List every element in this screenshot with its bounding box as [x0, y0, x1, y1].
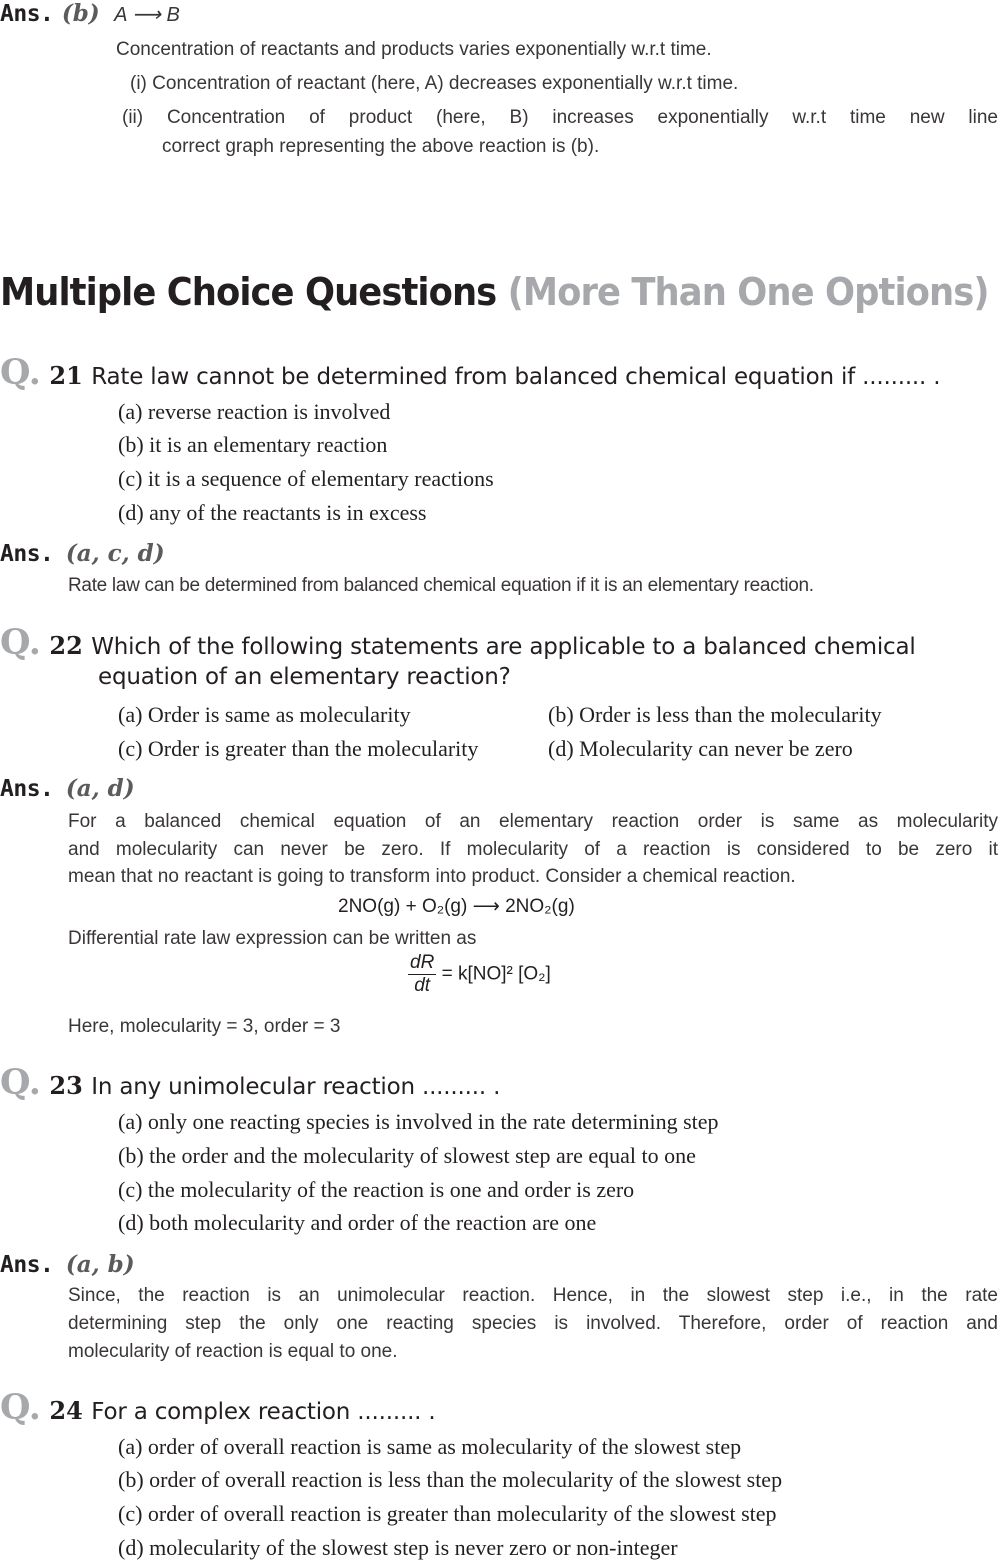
answer-option: (b) — [61, 0, 100, 27]
answer-line: For a balanced chemical equation of an elementary reaction order is same as molecularity — [68, 811, 998, 832]
question-text-cont: equation of an elementary reaction? — [98, 664, 511, 690]
section-heading — [0, 270, 989, 314]
rate-law-expression — [408, 952, 551, 997]
option-item: (b) order of overall reaction is less than the molecularity of the slowest step — [118, 1467, 783, 1492]
question-header — [0, 622, 916, 663]
question-text: Which of the following statements are applicable to a balanced chemical — [91, 634, 916, 660]
answer-line: Rate law can be determined from balanced chemical equation if it is an elementary reaction. — [68, 575, 814, 596]
answer-option: (a, b) — [65, 1251, 135, 1278]
question-number: 23 — [49, 1071, 83, 1100]
chemical-equation: 2NO(g) + O₂(g) ⟶ 2NO₂(g) — [338, 896, 575, 917]
section-subtitle: (More Than One Options) — [507, 270, 989, 314]
question-text: In any unimolecular reaction ......... . — [91, 1074, 501, 1100]
option-item: (a) order of overall reaction is same as molecularity of the slowest step — [118, 1434, 742, 1459]
rate-fraction — [408, 952, 436, 997]
answer-line: determining step the only one reacting species is involved. Therefore, order of reaction and — [68, 1313, 998, 1334]
option-item: (d) both molecularity and order of the reaction are one — [118, 1210, 597, 1235]
question-number: 22 — [49, 631, 83, 660]
answer-line: Since, the reaction is an unimolecular reaction. Hence, in the slowest step i.e., in the rate — [68, 1285, 998, 1306]
answer-header — [0, 540, 165, 567]
option-item: (b) Order is less than the molecularity — [548, 702, 882, 727]
question-number: 21 — [49, 361, 83, 390]
answer-line: (ii) Concentration of product (here, B) increases exponentially w.r.t time new line — [122, 107, 998, 128]
answer-label: Ans. — [0, 1, 54, 27]
section-title: Multiple Choice Questions — [0, 270, 497, 314]
answer-header — [0, 775, 135, 802]
answer-option: (a, d) — [65, 775, 135, 802]
question-text: Rate law cannot be determined from balanced chemical equation if ......... . — [91, 364, 941, 390]
option-item: (d) any of the reactants is in excess — [118, 500, 427, 525]
question-header — [0, 1062, 500, 1103]
option-item: (c) it is a sequence of elementary reactions — [118, 466, 494, 491]
reaction-text: A ⟶ B — [114, 4, 180, 26]
rate-numerator: dR — [410, 952, 435, 973]
question-letter: Q. — [0, 622, 41, 663]
question-letter: Q. — [0, 1062, 41, 1103]
option-item: (d) molecularity of the slowest step is never zero or non-integer — [118, 1535, 678, 1560]
option-item: (b) it is an elementary reaction — [118, 432, 388, 457]
rate-rhs: = k[NO]² [O₂] — [441, 963, 551, 985]
question-header — [0, 352, 940, 393]
answer-label: Ans. — [0, 1252, 54, 1278]
answer-label: Ans. — [0, 541, 54, 567]
answer-line: correct graph representing the above reaction is (b). — [162, 136, 600, 157]
answer-option: (a, c, d) — [65, 540, 165, 567]
answer-line: Concentration of reactants and products varies exponentially w.r.t time. — [116, 39, 712, 60]
question-letter: Q. — [0, 352, 41, 393]
answer-line: molecularity of reaction is equal to one. — [68, 1341, 398, 1362]
question-text: For a complex reaction ......... . — [91, 1399, 436, 1425]
option-item: (c) Order is greater than the molecularity — [118, 736, 479, 761]
option-item: (d) Molecularity can never be zero — [548, 736, 853, 761]
option-item: (b) the order and the molecularity of slowest step are equal to one — [118, 1143, 696, 1168]
top-answer-header — [0, 0, 180, 29]
answer-label: Ans. — [0, 776, 54, 802]
answer-line: and molecularity can never be zero. If molecularity of a reaction is considered to be zero it — [68, 839, 998, 860]
question-header — [0, 1387, 436, 1428]
answer-line: (i) Concentration of reactant (here, A) decreases exponentially w.r.t time. — [130, 73, 739, 94]
question-letter: Q. — [0, 1387, 41, 1428]
option-item: (a) Order is same as molecularity — [118, 702, 411, 727]
question-number: 24 — [49, 1396, 83, 1425]
answer-header — [0, 1251, 135, 1278]
rate-law-intro: Differential rate law expression can be written as — [68, 928, 477, 949]
option-item: (a) reverse reaction is involved — [118, 399, 391, 424]
rate-denominator: dt — [414, 975, 431, 996]
answer-line: mean that no reactant is going to transform into product. Consider a chemical reaction. — [68, 866, 796, 887]
option-item: (a) only one reacting species is involved in the rate determining step — [118, 1109, 719, 1134]
answer-conclusion: Here, molecularity = 3, order = 3 — [68, 1016, 341, 1037]
option-item: (c) order of overall reaction is greater than molecularity of the slowest step — [118, 1501, 777, 1526]
option-item: (c) the molecularity of the reaction is one and order is zero — [118, 1177, 635, 1202]
